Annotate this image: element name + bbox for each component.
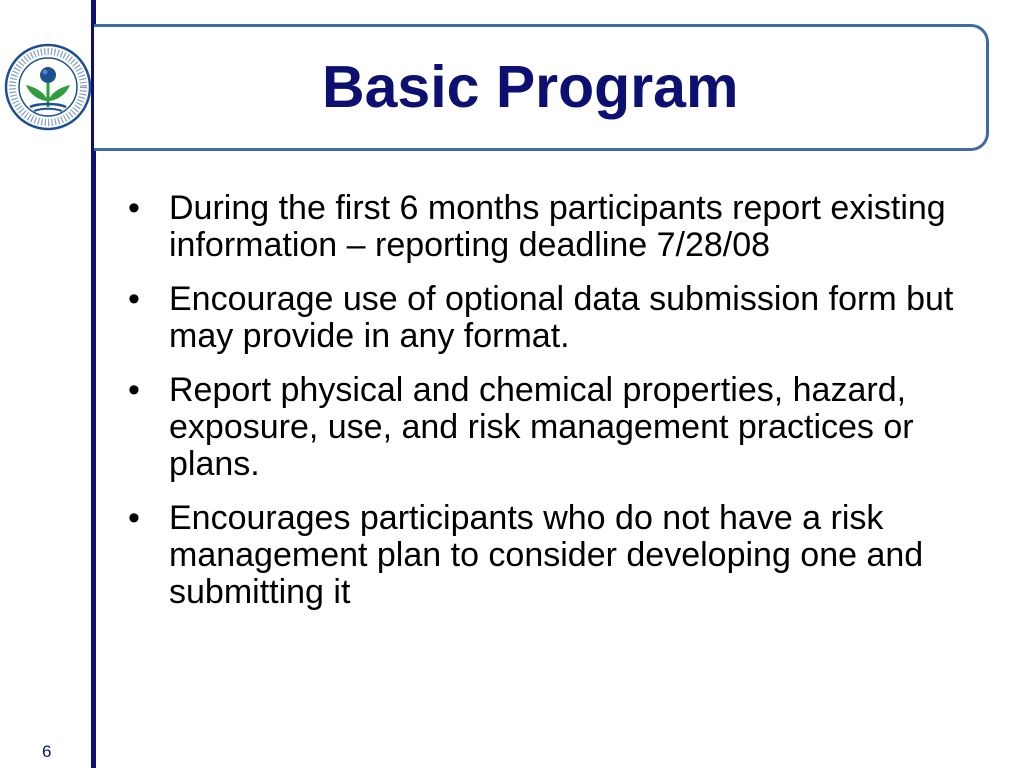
bullet-marker: • <box>128 499 140 537</box>
bullet-marker: • <box>128 371 140 409</box>
bullet-text: Encourage use of optional data submission form but may provide in any format. <box>169 280 954 355</box>
bullet-item <box>128 372 998 483</box>
epa-seal-icon <box>4 43 92 131</box>
bullet-marker: • <box>128 280 140 318</box>
bullet-text: Encourages participants who do not have a risk management plan to consider developing one and submitting it <box>169 499 924 611</box>
bullet-text: Report physical and chemical properties, hazard, exposure, use, and risk management practices or plans. <box>169 371 914 483</box>
bullet-list <box>128 190 998 628</box>
bullet-text: During the first 6 months participants report existing information – reporting deadline 7/28/08 <box>169 189 946 264</box>
bullet-item <box>128 190 998 264</box>
bullet-marker: • <box>128 189 140 227</box>
slide-title: Basic Program <box>322 54 739 120</box>
page-number: 6 <box>42 742 52 761</box>
bullet-item <box>128 281 998 355</box>
epa-logo <box>4 43 92 131</box>
bullet-item <box>128 500 998 611</box>
